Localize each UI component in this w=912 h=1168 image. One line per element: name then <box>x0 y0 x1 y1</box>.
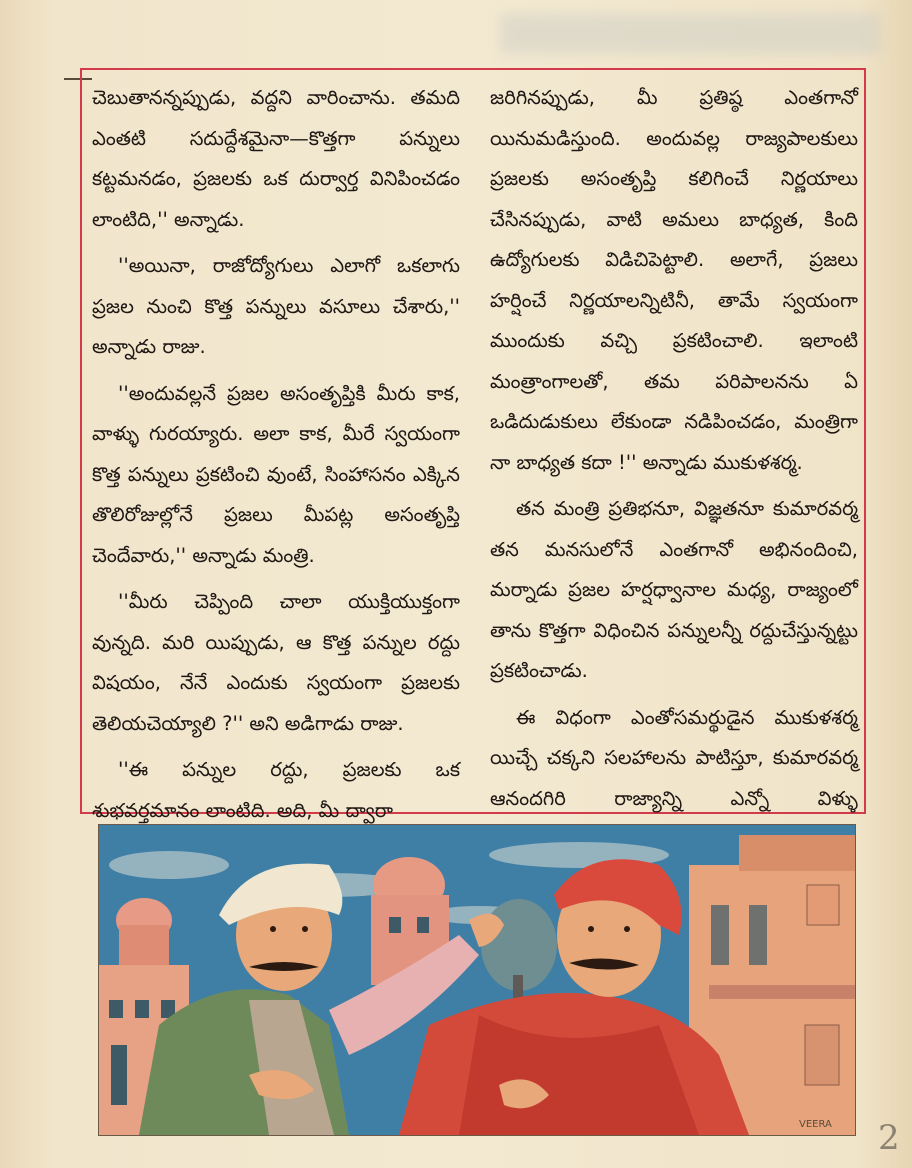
story-paragraph: తన మంత్రి ప్రతిభనూ, విజ్ఞతనూ కుమారవర్మ తన మనసులోనే ఎంతగానో అభినందించి, మర్నాడు ప్రజల హర్షధ్వానాల మధ్య, రాజ్యంలో తాను కొత్తగా విధించిన పన్నులన్నీ రద్దుచేస్తున్నట్టు ప్రకటించాడు. <box>490 497 858 682</box>
illustration-drawing <box>99 825 855 1135</box>
story-text-frame <box>80 68 866 822</box>
story-paragraph: ''అయినా, రాజోద్యోగులు ఎలాగో ఒకలాగు ప్రజల నుంచి కొత్త పన్నులు వసూలు చేశారు,'' అన్నాడు రాజు. <box>92 254 460 358</box>
story-paragraph: చెబుతానన్నప్పుడు, వద్దని వారించాను. తమది ఎంతటి సదుద్దేశమైనా—కొత్తగా పన్నులు కట్టమనడం, ప్రజలకు ఒక దుర్వార్త వినిపించడం లాంటిది,'' అన్నాడు. <box>92 86 460 231</box>
page-number: 2 <box>878 1118 900 1158</box>
story-paragraph: ''అందువల్లనే ప్రజల అసంతృప్తికి మీరు కాక, వాళ్ళు గురయ్యారు. అలా కాక, మీరే స్వయంగా కొత్త పన్నులు ప్రకటించి వుంటే, సింహాసనం ఎక్కిన తొలిరోజుల్లోనే ప్రజలు మీపట్ల అసంతృప్తి చెందేవారు,'' అన్నాడు మంత్రి. <box>92 381 460 567</box>
story-column-right <box>490 78 858 810</box>
story-paragraph: ''ఈ పన్నుల రద్దు, ప్రజలకు ఒక శుభవర్తమానం లాంటిది. అది, మీ ద్వారా <box>92 758 460 822</box>
artist-signature: VEERA <box>799 1119 832 1130</box>
story-paragraph: ''మీరు చెప్పింది చాలా యుక్తియుక్తంగా వున్నది. మరి యిప్పుడు, ఆ కొత్త పన్నుల రద్దు విషయం, నేనే ఎందుకు స్వయంగా ప్రజలకు తెలియచెయ్యాలి ?'' అని అడిగాడు రాజు. <box>92 590 460 735</box>
paper-stain <box>500 14 880 54</box>
story-paragraph: ఈ విధంగా ఎంతోసమర్థుడైన ముకుళశర్మ యిచ్చే చక్కని సలహాలను పాటిస్తూ, కుమారవర్మ ఆనందగిరి రాజ్యాన్ని ఎన్నో విళ్ళు <box>490 705 858 810</box>
story-column-left <box>92 78 460 822</box>
story-illustration <box>98 824 856 1136</box>
story-paragraph: జరిగినప్పుడు, మీ ప్రతిష్ఠ ఎంతగానో యినుమడిస్తుంది. అందువల్ల రాజ్యపాలకులు ప్రజలకు అసంతృప్తి కలిగించే నిర్ణయాలు చేసినప్పుడు, వాటి అమలు బాధ్యత, కింది ఉద్యోగులకు విడిచిపెట్టాలి. అలాగే, ప్రజలు హర్షించే నిర్ణయాలన్నిటినీ, తామే స్వయంగా ముందుకు వచ్చి ప్రకటించాలి. ఇలాంటి మంత్రాంగాలతో, తమ పరిపాలనను ఏ ఒడిదుడుకులు లేకుండా నడిపించడం, మంత్రిగా నా బాధ్యత కదా !'' అన్నాడు ముకుళశర్మ. <box>490 86 858 474</box>
